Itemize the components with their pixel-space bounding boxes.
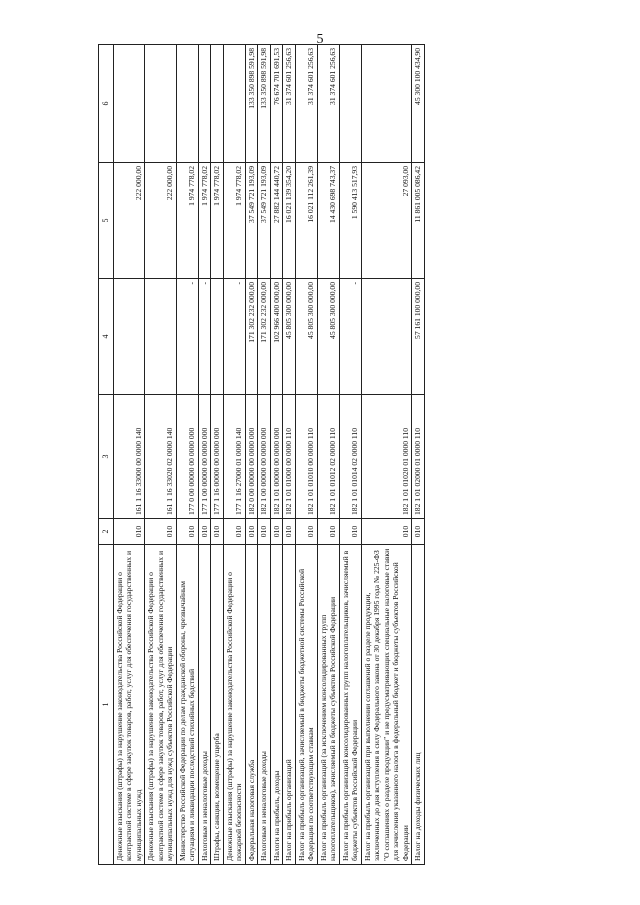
row-executed: 37 549 721 193,09 [258, 163, 270, 279]
table-row [198, 45, 210, 865]
row-kbk: 182 1 01 02000 01 0000 110 [412, 395, 424, 519]
budget-table [98, 44, 425, 865]
table-row [361, 45, 411, 865]
row-unexecuted: 31 374 601 256,63 [283, 45, 295, 163]
table-row [258, 45, 270, 865]
row-approved: 45 805 300 000,00 [317, 279, 339, 395]
row-unexecuted [176, 45, 198, 163]
row-executed: 1 590 413 517,93 [339, 163, 361, 279]
row-unexecuted: 31 374 601 256,63 [317, 45, 339, 163]
table-row [339, 45, 361, 865]
row-kbk: 182 1 00 00000 00 0000 000 [258, 395, 270, 519]
row-unexecuted [223, 45, 245, 163]
row-code: 010 [245, 519, 257, 545]
row-unexecuted: 76 674 701 691,53 [270, 45, 282, 163]
row-code: 010 [198, 519, 210, 545]
column-header: 5 [99, 163, 114, 279]
row-executed: 222 000,00 [114, 163, 145, 279]
table-row [295, 45, 317, 865]
row-executed: 1 974 778,02 [223, 163, 245, 279]
row-kbk: 182 1 01 01014 02 0000 110 [339, 395, 361, 519]
row-unexecuted: 31 374 601 256,63 [295, 45, 317, 163]
row-kbk: 182 0 00 00000 00 0000 000 [245, 395, 257, 519]
row-approved: 57 161 100 000,00 [412, 279, 424, 395]
row-name: Денежные взыскания (штрафы) за нарушение законодательства Российской Федерации о пожарной безопасности [223, 545, 245, 865]
row-unexecuted: 45 300 100 434,90 [412, 45, 424, 163]
row-unexecuted: 133 350 898 591,98 [258, 45, 270, 163]
row-code: 010 [114, 519, 145, 545]
row-executed: 14 430 698 743,37 [317, 163, 339, 279]
row-code: 010 [211, 519, 223, 545]
row-kbk: 177 1 16 27000 01 0000 140 [223, 395, 245, 519]
row-executed: 16 021 112 261,39 [295, 163, 317, 279]
row-name: Налог на доходы физических лиц [412, 545, 424, 865]
column-header: 6 [99, 45, 114, 163]
row-kbk: 177 1 16 00000 00 0000 000 [211, 395, 223, 519]
column-header: 2 [99, 519, 114, 545]
table-row [283, 45, 295, 865]
row-kbk: 182 1 01 01000 00 0000 110 [283, 395, 295, 519]
table-row [223, 45, 245, 865]
row-code: 010 [295, 519, 317, 545]
row-executed: 222 000,00 [145, 163, 176, 279]
page-number: 5 [316, 32, 324, 47]
row-executed: 27 882 144 440,72 [270, 163, 282, 279]
row-code: 010 [317, 519, 339, 545]
table-row [245, 45, 257, 865]
table-row [145, 45, 176, 865]
row-code: 010 [412, 519, 424, 545]
row-unexecuted [198, 45, 210, 163]
row-unexecuted: 133 350 898 591,98 [245, 45, 257, 163]
row-code: 010 [223, 519, 245, 545]
row-approved: 171 302 232 000,00 [258, 279, 270, 395]
row-name: Налоговые и неналоговые доходы [198, 545, 210, 865]
row-code: 010 [258, 519, 270, 545]
row-unexecuted [361, 45, 411, 163]
table-row [317, 45, 339, 865]
row-name: Налог на прибыль организаций [283, 545, 295, 865]
row-kbk: 161 1 16 33000 00 0000 140 [114, 395, 145, 519]
row-approved: - [198, 279, 210, 395]
row-code: 010 [361, 519, 411, 545]
row-unexecuted [114, 45, 145, 163]
column-header: 4 [99, 279, 114, 395]
row-approved: 45 805 300 000,00 [295, 279, 317, 395]
row-name: Налоговые и неналоговые доходы [258, 545, 270, 865]
row-unexecuted [145, 45, 176, 163]
row-approved [114, 279, 145, 395]
row-executed: 1 974 778,02 [176, 163, 198, 279]
row-kbk: 182 1 01 01012 02 0000 110 [317, 395, 339, 519]
row-executed: 1 974 778,02 [211, 163, 223, 279]
table-row [211, 45, 223, 865]
row-name: Налог на прибыль организаций (за исключением консолидированных групп налогоплательщиков), зачисляемый в бюджеты субъектов Российской Федерации [317, 545, 339, 865]
row-approved: 171 302 232 000,00 [245, 279, 257, 395]
row-code: 010 [283, 519, 295, 545]
table-header-row [99, 45, 114, 865]
row-approved: 102 966 400 000,00 [270, 279, 282, 395]
row-name: Налог на прибыль организаций, зачисляемый в бюджеты бюджетной системы Российской Федерации по соответствующим ставкам [295, 545, 317, 865]
row-code: 010 [270, 519, 282, 545]
row-executed: 16 021 139 354,20 [283, 163, 295, 279]
table-row [270, 45, 282, 865]
row-name: Федеральная налоговая служба [245, 545, 257, 865]
row-name: Штрафы, санкции, возмещение ущерба [211, 545, 223, 865]
row-approved [361, 279, 411, 395]
row-unexecuted [211, 45, 223, 163]
row-executed: 37 549 721 193,09 [245, 163, 257, 279]
row-unexecuted [339, 45, 361, 163]
row-kbk: 182 1 01 01020 01 0000 110 [361, 395, 411, 519]
row-name: Налоги на прибыль, доходы [270, 545, 282, 865]
row-approved [211, 279, 223, 395]
row-approved [145, 279, 176, 395]
row-executed: 11 861 005 086,42 [412, 163, 424, 279]
row-approved: - [223, 279, 245, 395]
row-approved: - [339, 279, 361, 395]
table-row [412, 45, 424, 865]
row-kbk: 161 1 16 33020 02 0000 140 [145, 395, 176, 519]
row-code: 010 [145, 519, 176, 545]
row-name: Налог на прибыль организаций при выполнении соглашений о разделе продукции, заключенных до дня вступления в силу Федерального закона от 30 декабря 1995 года № 225-ФЗ "О соглашениях о разделе продукции" и не предусматривающих специальные налоговые ставки для зачисления указанного налога в федеральный бюджет и бюджеты субъектов Российской Федерации [361, 545, 411, 865]
table-row [114, 45, 145, 865]
row-executed: 1 974 778,02 [198, 163, 210, 279]
row-code: 010 [339, 519, 361, 545]
row-executed: 27 093,00 [361, 163, 411, 279]
row-name: Министерство Российской Федерации по делам гражданской обороны, чрезвычайным ситуациям и ликвидации последствий стихийных бедствий [176, 545, 198, 865]
row-code: 010 [176, 519, 198, 545]
column-header: 3 [99, 395, 114, 519]
row-name: Денежные взыскания (штрафы) за нарушение законодательства Российской Федерации о контрактной системе в сфере закупок товаров, работ, услуг для обеспечения государственных и муниципальных нужд [114, 545, 145, 865]
row-kbk: 182 1 01 00000 00 0000 000 [270, 395, 282, 519]
row-name: Налог на прибыль организаций консолидированных групп налогоплательщиков, зачисляемый в бюджеты субъектов Российской Федерации [339, 545, 361, 865]
row-kbk: 182 1 01 01010 00 0000 110 [295, 395, 317, 519]
row-approved: 45 805 300 000,00 [283, 279, 295, 395]
row-approved: - [176, 279, 198, 395]
row-kbk: 177 0 00 00000 00 0000 000 [176, 395, 198, 519]
row-kbk: 177 1 00 00000 00 0000 000 [198, 395, 210, 519]
table-row [176, 45, 198, 865]
row-name: Денежные взыскания (штрафы) за нарушение законодательства Российской Федерации о контрактной системе в сфере закупок товаров, работ, услуг для обеспечения государственных и муниципальных нужд для нужд субъектов Российской Федерации [145, 545, 176, 865]
column-header: 1 [99, 545, 114, 865]
